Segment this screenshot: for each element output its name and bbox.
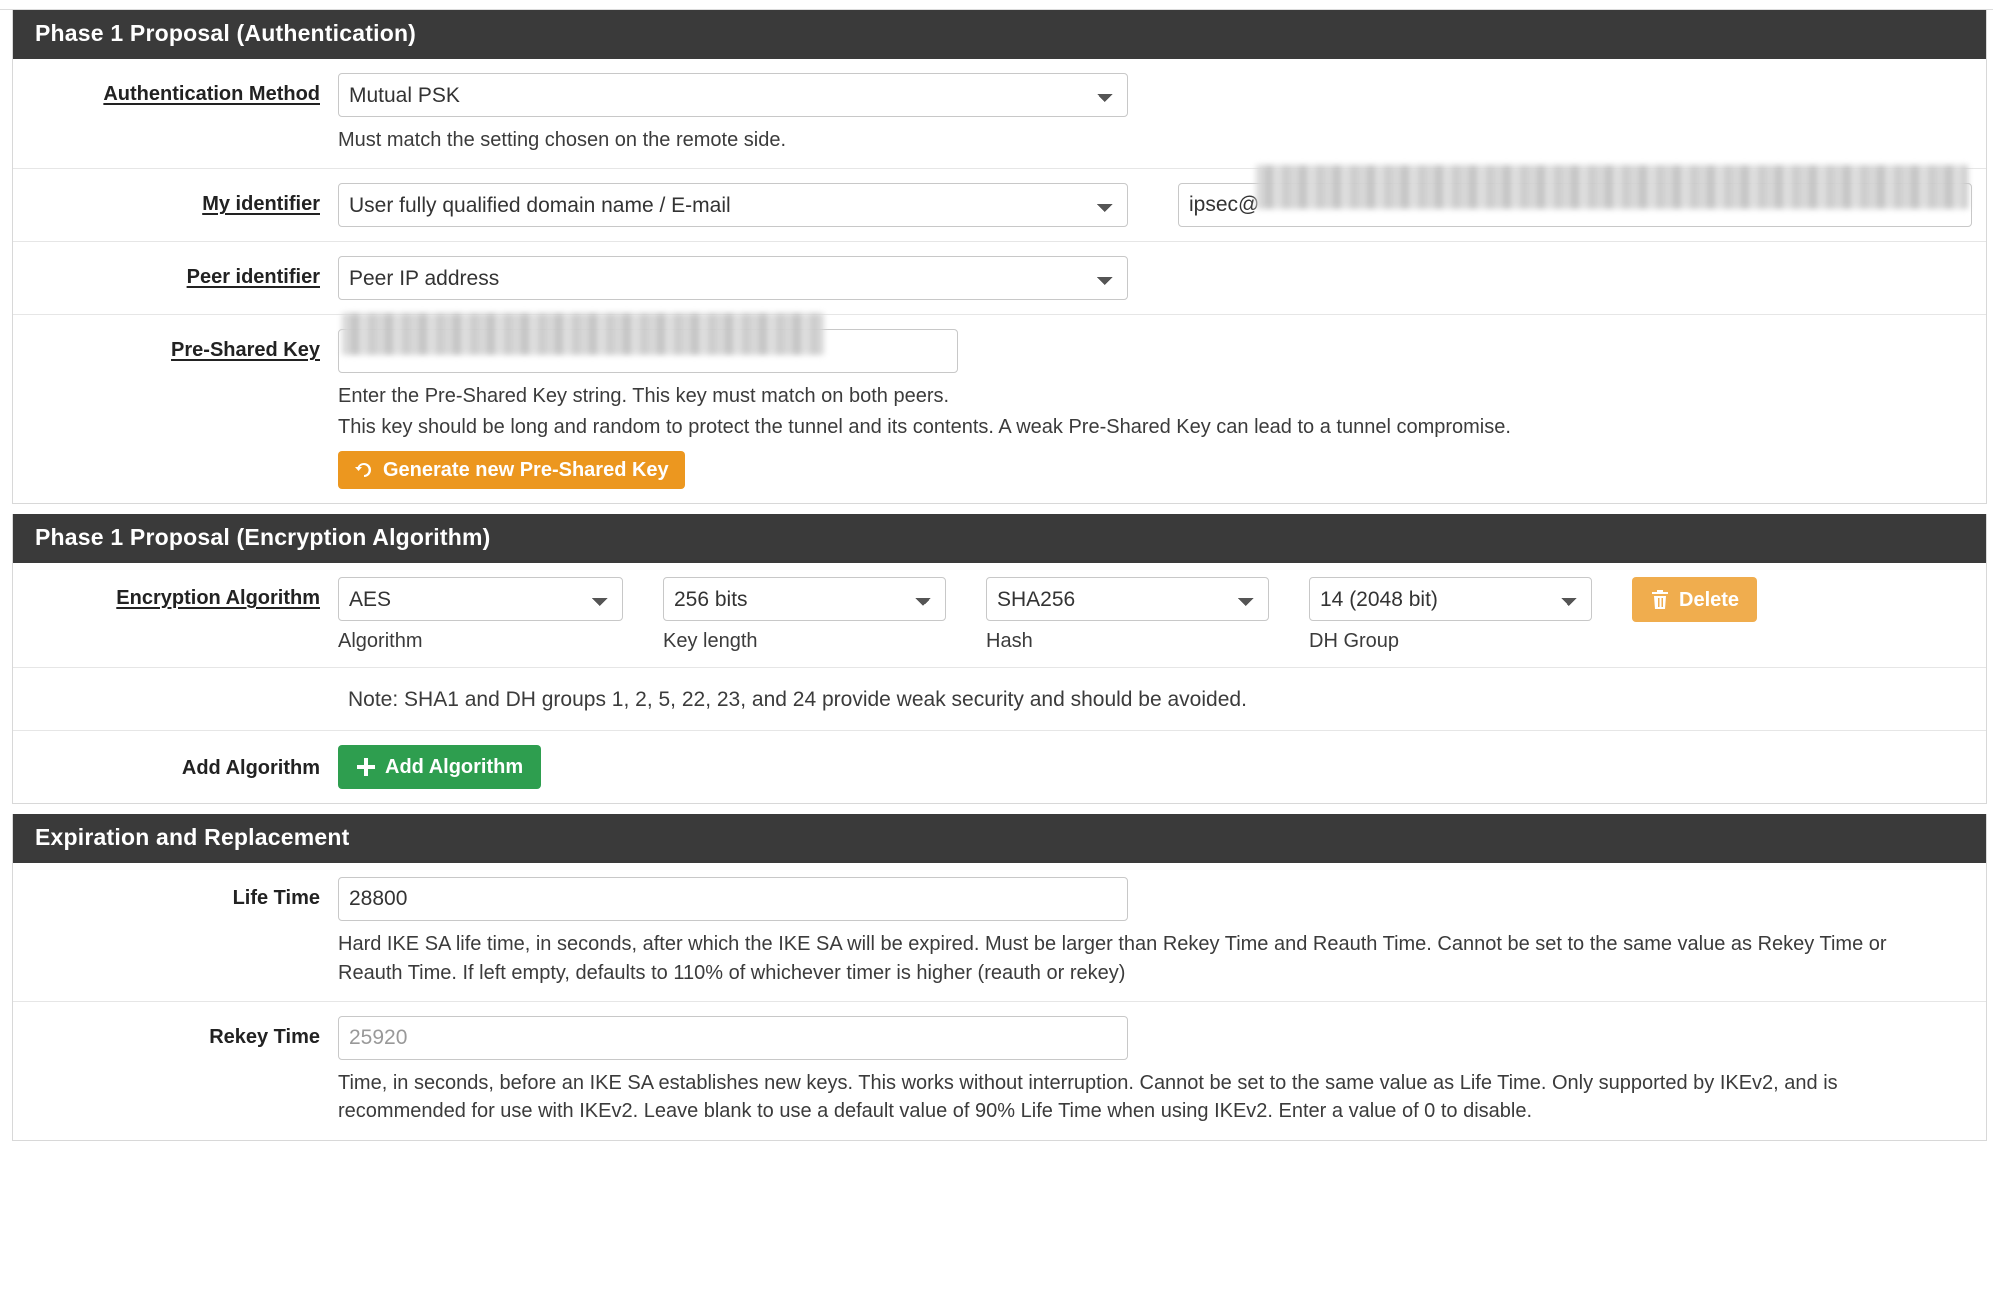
panel-body-phase1-encryption [13, 563, 1986, 803]
algorithm-select[interactable] [338, 577, 623, 621]
label-encryption-algorithm: Encryption Algorithm [116, 587, 320, 610]
rekey-time-help: Time, in seconds, before an IKE SA establishes new keys. This works without interruption. Cannot be set to the same value as Life Time. Only supported by IKEv2, and is recommended for use with IKEv2. Leave blank to use a default value of 90% Life Time when using IKEv2. Enter a value of 0 to disable. [338, 1071, 1838, 1123]
add-algorithm-button[interactable] [338, 745, 541, 789]
add-algorithm-label: Add Algorithm [385, 756, 524, 779]
key-length-sublabel: Key length [663, 630, 758, 653]
pre-shared-key-help-line1: Enter the Pre-Shared Key string. This key must match on both peers. [338, 385, 950, 408]
row-my-identifier [13, 169, 1986, 242]
label-pre-shared-key: Pre-Shared Key [171, 339, 320, 362]
dh-group-group [1309, 577, 1592, 653]
algorithm-group [338, 577, 623, 653]
label-rekey-time: Rekey Time [209, 1025, 320, 1048]
delete-algorithm-label: Delete [1679, 588, 1740, 611]
hash-group [986, 577, 1269, 653]
dh-group-select[interactable] [1309, 577, 1592, 621]
life-time-input[interactable] [338, 877, 1128, 921]
panel-body-phase1-authentication [13, 59, 1986, 503]
label-authentication-method: Authentication Method [103, 83, 320, 105]
panel-phase1-authentication [12, 10, 1987, 504]
plus-icon [356, 757, 376, 777]
authentication-method-select[interactable] [338, 73, 1128, 117]
hash-sublabel: Hash [986, 630, 1033, 653]
row-encryption-algorithm [13, 563, 1986, 668]
row-weak-security-note [13, 668, 1986, 731]
label-add-algorithm: Add Algorithm [181, 757, 320, 780]
rekey-time-input[interactable] [338, 1016, 1128, 1060]
row-authentication-method [13, 59, 1986, 169]
row-pre-shared-key [13, 315, 1986, 503]
peer-identifier-type-select[interactable] [338, 256, 1128, 300]
panel-body-expiration-replacement [13, 863, 1986, 1140]
panel-phase1-encryption [12, 514, 1987, 804]
generate-pre-shared-key-button[interactable] [338, 451, 685, 489]
algorithm-sublabel: Algorithm [338, 630, 423, 653]
my-identifier-type-select[interactable] [338, 183, 1128, 227]
delete-algorithm-button[interactable] [1632, 577, 1757, 622]
generate-pre-shared-key-label: Generate new Pre-Shared Key [383, 459, 669, 482]
label-life-time: Life Time [232, 887, 320, 910]
pre-shared-key-help-line2: This key should be long and random to protect the tunnel and its contents. A weak Pre-Shared Key can lead to a tunnel compromise. [338, 415, 1511, 438]
row-life-time [13, 863, 1986, 1002]
panel-heading-phase1-authentication: Phase 1 Proposal (Authentication) [13, 10, 1986, 59]
panel-expiration-replacement [12, 814, 1987, 1141]
label-my-identifier: My identifier [202, 193, 320, 216]
row-rekey-time [13, 1002, 1986, 1140]
scrollbar-gutter[interactable] [1993, 0, 1999, 1293]
row-peer-identifier [13, 242, 1986, 315]
key-length-select[interactable] [663, 577, 946, 621]
dh-group-sublabel: DH Group [1309, 630, 1400, 653]
page-top-strip [0, 0, 1999, 10]
key-length-group [663, 577, 946, 653]
refresh-icon [354, 460, 374, 480]
life-time-help: Hard IKE SA life time, in seconds, after which the IKE SA will be expired. Must be larger than Rekey Time and Reauth Time. Cannot be set to the same value as Rekey Time or Reauth Time. If left empty, defaults to 110% of whichever timer is higher (reauth or rekey) [338, 933, 1887, 984]
panel-heading-expiration-replacement: Expiration and Replacement [13, 814, 1986, 863]
authentication-method-help: Must match the setting chosen on the remote side. [338, 129, 787, 151]
label-peer-identifier: Peer identifier [186, 266, 320, 289]
trash-icon [1650, 589, 1670, 610]
panel-heading-phase1-encryption: Phase 1 Proposal (Encryption Algorithm) [13, 514, 1986, 563]
pre-shared-key-input[interactable] [338, 329, 958, 373]
delete-algorithm-group [1632, 577, 1757, 622]
weak-security-note: Note: SHA1 and DH groups 1, 2, 5, 22, 23, and 24 provide weak security and should be avoided. [348, 688, 1247, 712]
my-identifier-value-input[interactable] [1178, 183, 1972, 227]
hash-select[interactable] [986, 577, 1269, 621]
row-add-algorithm [13, 731, 1986, 803]
